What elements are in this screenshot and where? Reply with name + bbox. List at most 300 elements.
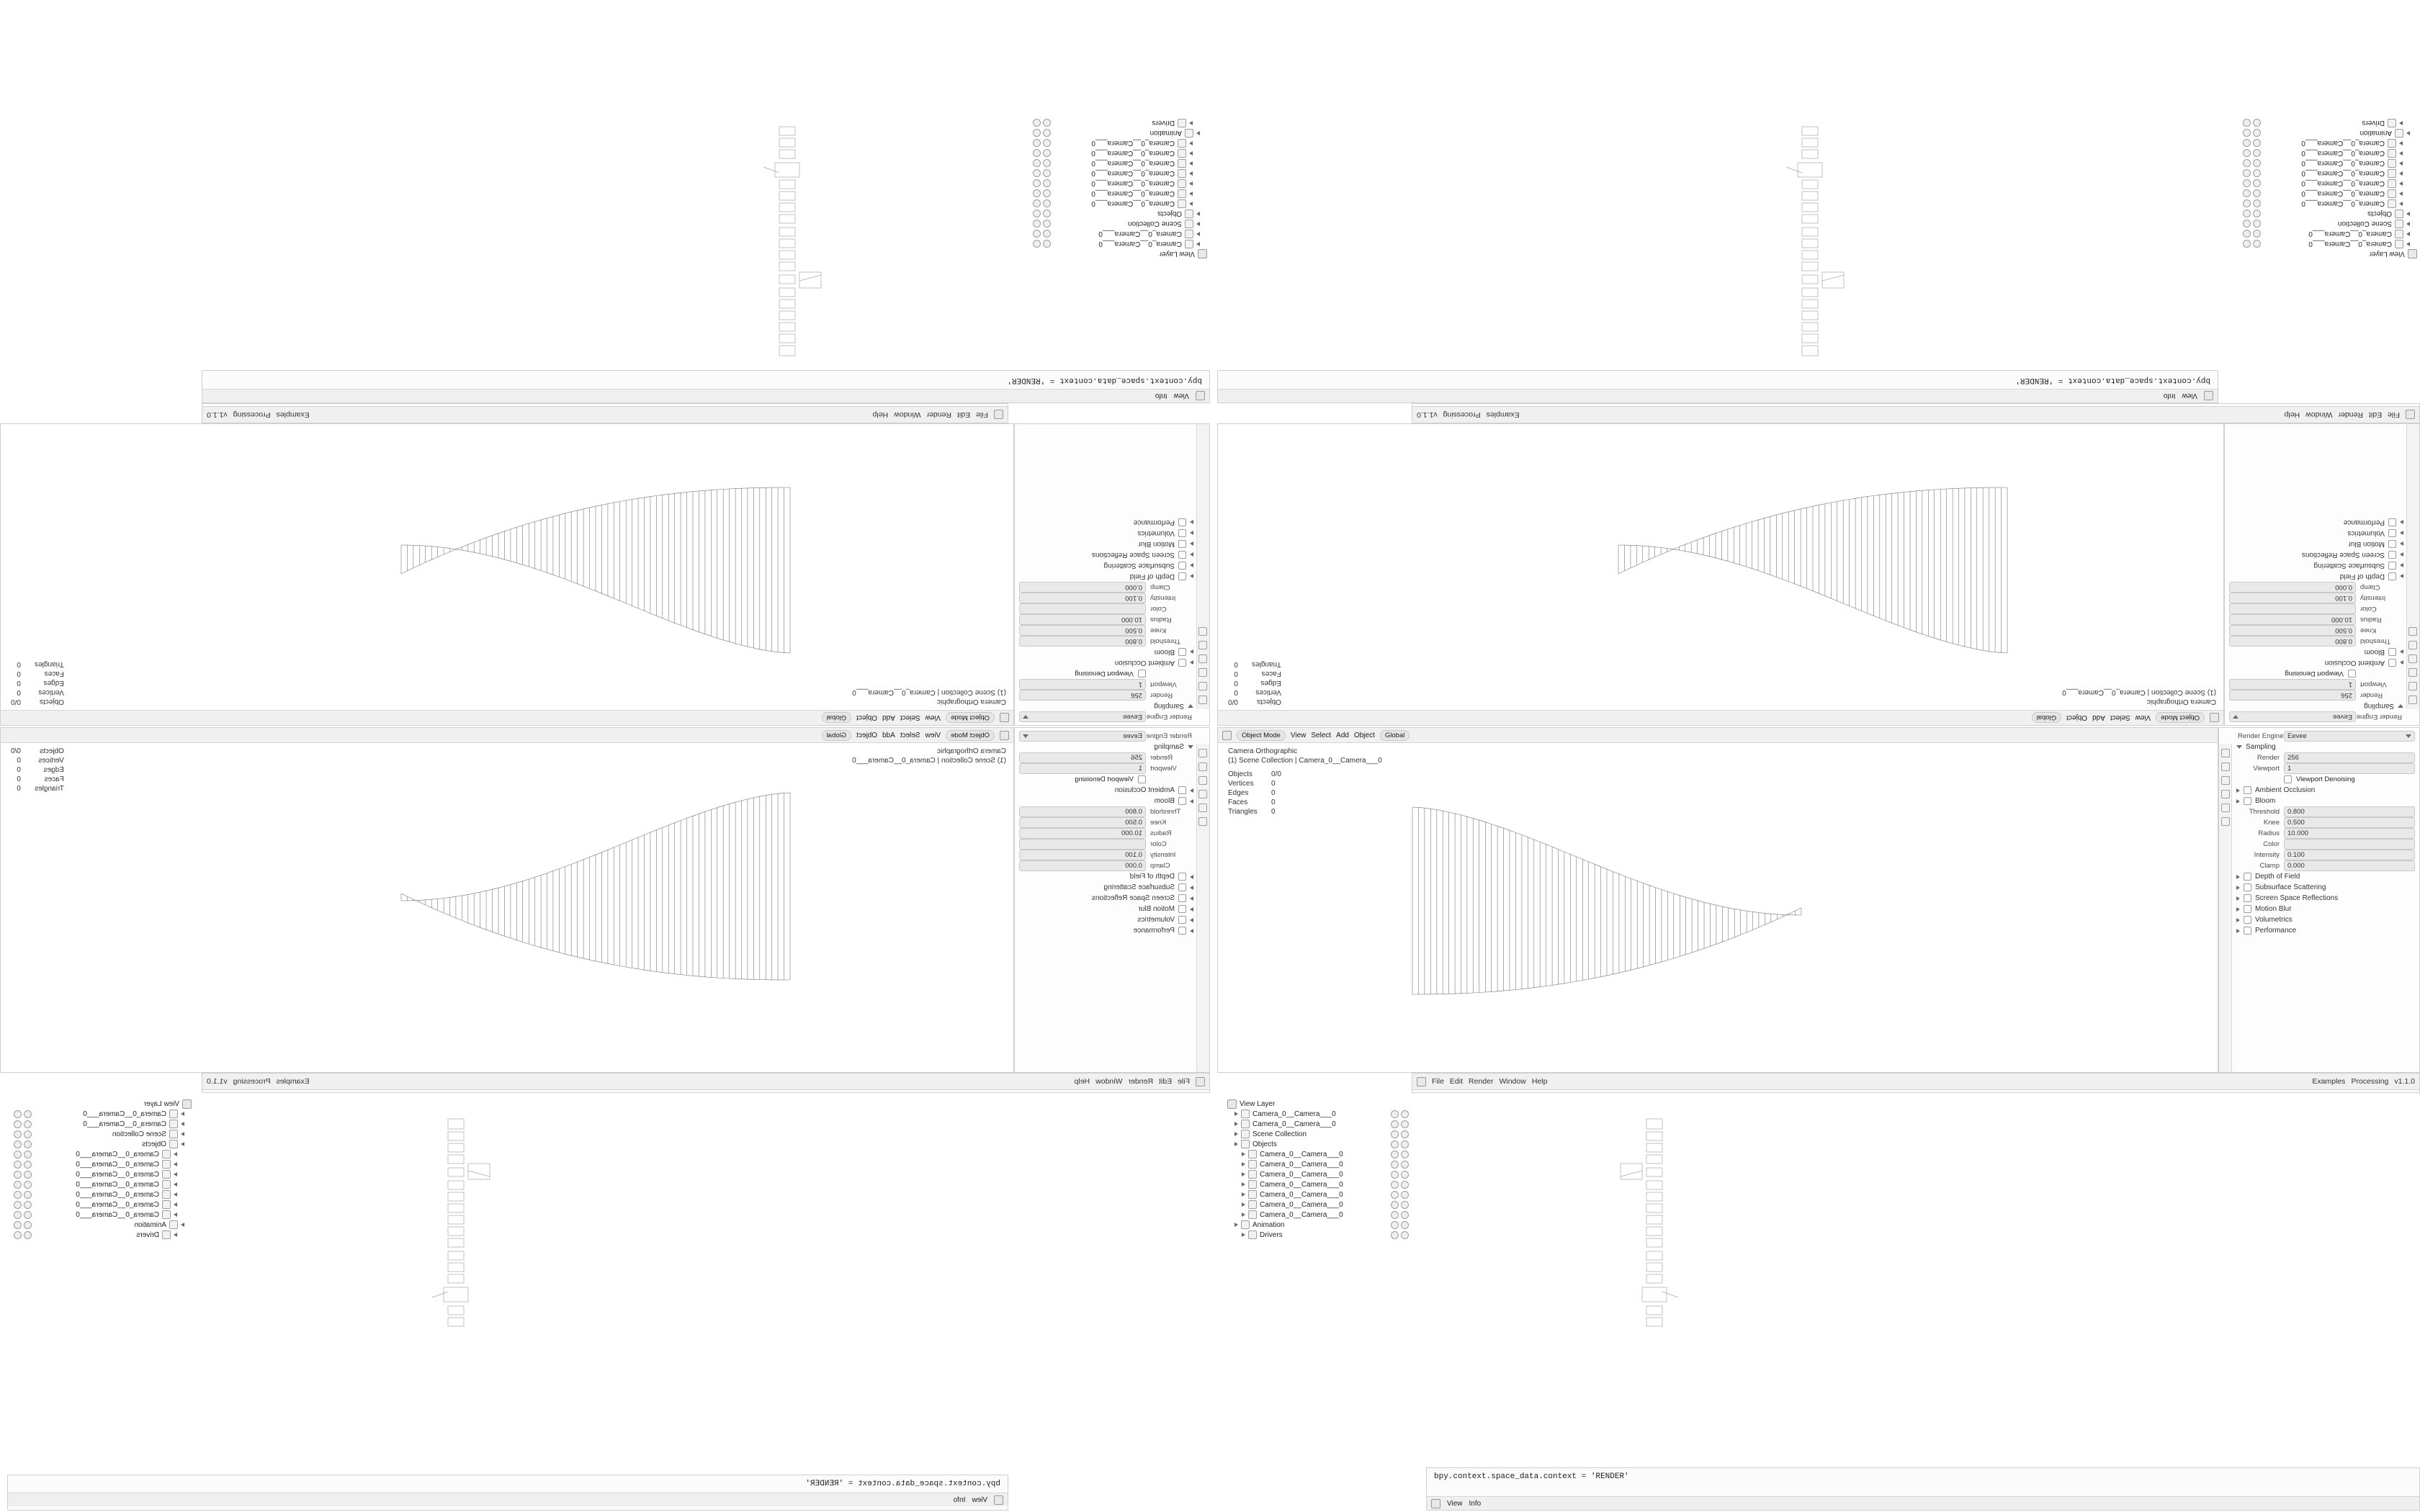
viewport-tl[interactable] (0, 423, 1014, 726)
sampling-field-row[interactable] (1015, 752, 1196, 763)
chevron-down-icon[interactable] (2233, 715, 2238, 719)
chevron-right-icon[interactable] (1190, 542, 1193, 546)
disclosure-triangle-icon[interactable] (1196, 212, 1200, 216)
tab-output-icon[interactable] (1199, 762, 1208, 771)
viewport-menu-add[interactable]: Add (882, 731, 895, 739)
visibility-icon[interactable] (1043, 230, 1051, 238)
render-toggle-icon[interactable] (1401, 1191, 1409, 1199)
visibility-icon[interactable] (2253, 240, 2261, 248)
chevron-right-icon[interactable] (2400, 661, 2403, 665)
visibility-icon[interactable] (24, 1231, 32, 1239)
render-toggle-icon[interactable] (1033, 210, 1041, 218)
section-bloom[interactable]: Bloom (1015, 647, 1196, 657)
disclosure-triangle-icon[interactable] (1242, 1233, 1245, 1237)
disclosure-triangle-icon[interactable] (1234, 1132, 1238, 1136)
checkbox[interactable] (2244, 894, 2251, 902)
visibility-icon[interactable] (2253, 130, 2261, 138)
outliner-row[interactable] (1224, 1230, 1412, 1240)
chevron-right-icon[interactable] (2236, 875, 2240, 879)
outliner-row[interactable] (11, 1159, 194, 1169)
render-toggle-icon[interactable] (14, 1151, 22, 1158)
chevron-down-icon[interactable] (2236, 745, 2242, 749)
section-performance[interactable]: Performance (2225, 517, 2406, 528)
chevron-right-icon[interactable] (2400, 531, 2403, 536)
tab-scene-icon[interactable] (2221, 790, 2230, 798)
viewport-bl[interactable] (0, 727, 1014, 1073)
checkbox[interactable] (2284, 775, 2292, 783)
chevron-right-icon[interactable] (1190, 929, 1193, 933)
viewport-denoising-row[interactable] (1015, 774, 1196, 785)
visibility-icon[interactable] (2253, 220, 2261, 228)
console-menu-view[interactable]: View (1447, 1499, 1463, 1508)
render-toggle-icon[interactable] (2243, 140, 2251, 148)
visibility-icon[interactable] (2253, 160, 2261, 168)
outliner-row[interactable] (1224, 1139, 1412, 1149)
chevron-right-icon[interactable] (1190, 650, 1193, 654)
checkbox[interactable] (1178, 572, 1186, 580)
disclosure-triangle-icon[interactable] (1189, 171, 1193, 176)
chevron-right-icon[interactable] (2236, 788, 2240, 793)
outliner-row[interactable] (2240, 179, 2420, 189)
blender-icon[interactable] (994, 410, 1003, 420)
render-toggle-icon[interactable] (2243, 150, 2251, 158)
section-performance[interactable]: Performance (2233, 925, 2419, 936)
menu-window[interactable]: Window (1095, 1077, 1123, 1086)
transform-orientation-tr[interactable]: Global (2032, 713, 2061, 724)
viewport-menu-object[interactable]: Object (856, 731, 878, 739)
console-menu-view[interactable]: View (972, 1495, 987, 1504)
disclosure-triangle-icon[interactable] (1189, 121, 1193, 125)
visibility-icon[interactable] (2253, 120, 2261, 127)
section-performance[interactable]: Performance (1015, 925, 1196, 936)
outliner-row[interactable] (11, 1200, 194, 1210)
render-toggle-icon[interactable] (14, 1171, 22, 1179)
outliner-row[interactable] (2240, 219, 2420, 229)
outliner-row[interactable] (2240, 199, 2420, 209)
section-screen-space-reflections[interactable]: Screen Space Reflections (2233, 893, 2419, 904)
section-motion-blur[interactable]: Motion Blur (2233, 904, 2419, 914)
viewport-menu-view[interactable]: View (925, 714, 941, 722)
chevron-right-icon[interactable] (1190, 886, 1193, 890)
outliner-row[interactable] (11, 1230, 194, 1240)
section-depth-of-field[interactable]: Depth of Field (2233, 871, 2419, 882)
render-toggle-icon[interactable] (2243, 190, 2251, 198)
editor-type-icon[interactable] (2210, 714, 2219, 723)
outliner-row[interactable] (2240, 189, 2420, 199)
viewport-menu-select[interactable]: Select (900, 731, 920, 739)
disclosure-triangle-icon[interactable] (181, 1112, 184, 1116)
section-motion-blur[interactable]: Motion Blur (2225, 539, 2406, 549)
visibility-icon[interactable] (24, 1110, 32, 1118)
outliner-row[interactable] (1030, 118, 1210, 128)
disclosure-triangle-icon[interactable] (1189, 161, 1193, 166)
visibility-icon[interactable] (24, 1191, 32, 1199)
chevron-right-icon[interactable] (2236, 918, 2240, 922)
visibility-icon[interactable] (24, 1130, 32, 1138)
workspace-processing[interactable]: Processing (1443, 410, 1481, 419)
section-ambient-occlusion[interactable]: Ambient Occlusion (1015, 785, 1196, 796)
visibility-icon[interactable] (1043, 190, 1051, 198)
render-toggle-icon[interactable] (1033, 160, 1041, 168)
checkbox[interactable] (1178, 540, 1186, 548)
sampling-field-row[interactable] (2225, 679, 2406, 690)
chevron-down-icon[interactable] (1023, 715, 1028, 719)
section-depth-of-field[interactable]: Depth of Field (1015, 571, 1196, 582)
visibility-icon[interactable] (24, 1181, 32, 1189)
checkbox[interactable] (1178, 883, 1186, 891)
outliner-row[interactable] (1224, 1119, 1412, 1129)
render-toggle-icon[interactable] (1033, 140, 1041, 148)
disclosure-triangle-icon[interactable] (1234, 1142, 1238, 1146)
console-menu-info[interactable]: Info (1469, 1499, 1482, 1508)
render-toggle-icon[interactable] (1401, 1110, 1409, 1118)
checkbox[interactable] (2388, 540, 2396, 548)
tab-scene-icon[interactable] (2409, 654, 2418, 663)
disclosure-triangle-icon[interactable] (1234, 1122, 1238, 1126)
tab-viewlayer-icon[interactable] (2221, 776, 2230, 785)
menu-render[interactable]: Render (926, 410, 951, 419)
tab-object-icon[interactable] (2221, 817, 2230, 826)
chevron-right-icon[interactable] (1190, 907, 1193, 912)
viewport-menu-view[interactable]: View (2135, 714, 2151, 722)
disclosure-triangle-icon[interactable] (1189, 151, 1193, 156)
properties-tab-rail-tr[interactable] (2406, 424, 2419, 709)
chevron-right-icon[interactable] (2236, 896, 2240, 901)
outliner-row[interactable] (1030, 168, 1210, 179)
outliner-row[interactable] (2240, 239, 2420, 249)
outliner-row[interactable] (11, 1109, 194, 1119)
outliner-row[interactable] (1030, 189, 1210, 199)
outliner-row[interactable] (2240, 118, 2420, 128)
section-subsurface-scattering[interactable]: Subsurface Scattering (1015, 882, 1196, 893)
render-toggle-icon[interactable] (2243, 210, 2251, 218)
bloom-field-row[interactable] (1015, 839, 1196, 850)
bloom-field-row[interactable] (2233, 817, 2419, 828)
editor-type-icon[interactable] (1222, 731, 1232, 740)
bloom-field-row[interactable] (2233, 860, 2419, 871)
render-toggle-icon[interactable] (14, 1140, 22, 1148)
bloom-field-row[interactable] (1015, 806, 1196, 817)
visibility-icon[interactable] (2253, 180, 2261, 188)
visibility-icon[interactable] (24, 1201, 32, 1209)
transform-orientation-br[interactable]: Global (1380, 730, 1410, 741)
disclosure-triangle-icon[interactable] (1234, 1223, 1238, 1227)
editor-type-icon[interactable] (1196, 392, 1205, 401)
visibility-icon[interactable] (1043, 160, 1051, 168)
menu-edit[interactable]: Edit (1449, 1077, 1464, 1086)
disclosure-triangle-icon[interactable] (174, 1192, 177, 1197)
disclosure-triangle-icon[interactable] (174, 1233, 177, 1237)
section-volumetrics[interactable]: Volumetrics (1015, 528, 1196, 539)
chevron-right-icon[interactable] (1190, 875, 1193, 879)
section-sampling[interactable]: Sampling (1015, 742, 1196, 752)
visibility-icon[interactable] (1043, 220, 1051, 228)
bloom-field-row[interactable] (1015, 582, 1196, 593)
section-depth-of-field[interactable]: Depth of Field (2225, 571, 2406, 582)
chevron-right-icon[interactable] (2236, 907, 2240, 912)
render-toggle-icon[interactable] (1401, 1140, 1409, 1148)
outliner-row[interactable] (1030, 138, 1210, 148)
editor-type-icon[interactable] (1000, 714, 1009, 723)
visibility-icon[interactable] (2253, 170, 2261, 178)
viewport-menu-select[interactable]: Select (900, 714, 920, 722)
sampling-field-row[interactable] (1015, 763, 1196, 774)
editor-type-icon[interactable] (1227, 1099, 1237, 1109)
visibility-icon[interactable] (1391, 1140, 1399, 1148)
checkbox[interactable] (1178, 518, 1186, 526)
disclosure-triangle-icon[interactable] (2399, 171, 2403, 176)
tab-render-icon[interactable] (1199, 696, 1208, 704)
chevron-right-icon[interactable] (1190, 531, 1193, 536)
render-engine-row[interactable] (2233, 731, 2419, 742)
outliner-row[interactable] (1030, 199, 1210, 209)
visibility-icon[interactable] (1391, 1171, 1399, 1179)
visibility-icon[interactable] (1043, 170, 1051, 178)
console-menu-info[interactable]: Info (1155, 392, 1168, 400)
disclosure-triangle-icon[interactable] (2399, 202, 2403, 206)
disclosure-triangle-icon[interactable] (174, 1172, 177, 1176)
section-ambient-occlusion[interactable]: Ambient Occlusion (2233, 785, 2419, 796)
visibility-icon[interactable] (24, 1151, 32, 1158)
checkbox[interactable] (2348, 670, 2356, 678)
viewport-menu-object[interactable]: Object (856, 714, 878, 722)
checkbox[interactable] (2244, 927, 2251, 935)
visibility-icon[interactable] (2253, 150, 2261, 158)
disclosure-triangle-icon[interactable] (2406, 212, 2410, 216)
render-toggle-icon[interactable] (1033, 220, 1041, 228)
chevron-right-icon[interactable] (2400, 542, 2403, 546)
outliner-row[interactable] (2240, 128, 2420, 138)
visibility-icon[interactable] (1043, 140, 1051, 148)
blender-icon[interactable] (2406, 410, 2415, 420)
checkbox[interactable] (2388, 648, 2396, 656)
visibility-icon[interactable] (1391, 1181, 1399, 1189)
bloom-field-row[interactable] (1015, 860, 1196, 871)
checkbox[interactable] (1138, 670, 1146, 678)
checkbox[interactable] (1178, 905, 1186, 913)
disclosure-triangle-icon[interactable] (1242, 1192, 1245, 1197)
outliner-row[interactable] (1224, 1189, 1412, 1200)
chevron-down-icon[interactable] (2398, 704, 2403, 708)
workspace-examples[interactable]: Examples (1486, 410, 1520, 419)
menu-render[interactable]: Render (2338, 410, 2363, 419)
menu-edit[interactable]: Edit (956, 410, 971, 419)
checkbox[interactable] (1178, 916, 1186, 924)
disclosure-triangle-icon[interactable] (2406, 222, 2410, 226)
tab-scene-icon[interactable] (1199, 790, 1208, 798)
menu-render[interactable]: Render (1128, 1077, 1153, 1086)
chevron-right-icon[interactable] (2400, 564, 2403, 568)
section-screen-space-reflections[interactable]: Screen Space Reflections (2225, 549, 2406, 560)
menu-edit[interactable]: Edit (2368, 410, 2383, 419)
visibility-icon[interactable] (1391, 1110, 1399, 1118)
outliner-row[interactable] (11, 1179, 194, 1189)
render-toggle-icon[interactable] (14, 1130, 22, 1138)
disclosure-triangle-icon[interactable] (1242, 1152, 1245, 1156)
chevron-right-icon[interactable] (2400, 575, 2403, 579)
disclosure-triangle-icon[interactable] (1196, 222, 1200, 226)
outliner-row[interactable] (1030, 229, 1210, 239)
tab-world-icon[interactable] (2409, 641, 2418, 649)
tab-world-icon[interactable] (2221, 804, 2230, 812)
mode-selector-tr[interactable]: Object Mode (2156, 713, 2205, 724)
disclosure-triangle-icon[interactable] (1242, 1182, 1245, 1187)
checkbox[interactable] (2244, 905, 2251, 913)
visibility-icon[interactable] (24, 1140, 32, 1148)
chevron-right-icon[interactable] (2236, 799, 2240, 804)
outliner-row[interactable] (1224, 1220, 1412, 1230)
outliner-row[interactable] (11, 1129, 194, 1139)
visibility-icon[interactable] (24, 1221, 32, 1229)
visibility-icon[interactable] (2253, 200, 2261, 208)
chevron-right-icon[interactable] (1190, 918, 1193, 922)
chevron-right-icon[interactable] (1190, 575, 1193, 579)
tab-object-icon[interactable] (2409, 627, 2418, 636)
disclosure-triangle-icon[interactable] (2406, 131, 2410, 135)
menu-window[interactable]: Window (1499, 1077, 1526, 1086)
render-toggle-icon[interactable] (2243, 200, 2251, 208)
disclosure-triangle-icon[interactable] (2399, 181, 2403, 186)
menu-help[interactable]: Help (872, 410, 889, 419)
section-volumetrics[interactable]: Volumetrics (1015, 914, 1196, 925)
render-toggle-icon[interactable] (1033, 120, 1041, 127)
disclosure-triangle-icon[interactable] (1196, 242, 1200, 246)
outliner-row[interactable] (1224, 1200, 1412, 1210)
section-bloom[interactable]: Bloom (2225, 647, 2406, 657)
outliner-row[interactable] (11, 1210, 194, 1220)
checkbox[interactable] (1138, 775, 1146, 783)
checkbox[interactable] (2388, 518, 2396, 526)
outliner-row[interactable] (11, 1169, 194, 1179)
viewport-menu-add[interactable]: Add (2092, 714, 2105, 722)
chevron-down-icon[interactable] (2406, 734, 2411, 738)
chevron-down-icon[interactable] (1188, 745, 1193, 749)
disclosure-triangle-icon[interactable] (1234, 1112, 1238, 1116)
outliner-row[interactable] (1030, 239, 1210, 249)
mode-selector-bl[interactable]: Object Mode (946, 730, 995, 741)
render-toggle-icon[interactable] (2243, 120, 2251, 127)
tab-viewlayer-icon[interactable] (1199, 776, 1208, 785)
render-toggle-icon[interactable] (14, 1231, 22, 1239)
tab-viewlayer-icon[interactable] (2409, 668, 2418, 677)
disclosure-triangle-icon[interactable] (2399, 121, 2403, 125)
outliner-row[interactable] (2240, 138, 2420, 148)
console-menu-view[interactable]: View (2182, 392, 2197, 400)
menu-help[interactable]: Help (1074, 1077, 1090, 1086)
viewport-menu-select[interactable]: Select (1311, 731, 1332, 739)
bloom-field-row[interactable] (2225, 603, 2406, 614)
render-toggle-icon[interactable] (2243, 170, 2251, 178)
outliner-row[interactable] (2240, 158, 2420, 168)
tab-viewlayer-icon[interactable] (1199, 668, 1208, 677)
tab-object-icon[interactable] (1199, 817, 1208, 826)
render-toggle-icon[interactable] (2243, 240, 2251, 248)
checkbox[interactable] (1178, 797, 1186, 805)
disclosure-triangle-icon[interactable] (1189, 181, 1193, 186)
outliner-row[interactable] (2240, 229, 2420, 239)
viewport-denoising-row[interactable] (1015, 668, 1196, 679)
outliner-row[interactable] (1224, 1169, 1412, 1179)
bloom-field-row[interactable] (2233, 850, 2419, 860)
chevron-right-icon[interactable] (2400, 553, 2403, 557)
checkbox[interactable] (1178, 529, 1186, 537)
disclosure-triangle-icon[interactable] (174, 1212, 177, 1217)
viewport-menu-view[interactable]: View (1290, 731, 1307, 739)
render-toggle-icon[interactable] (14, 1211, 22, 1219)
bloom-field-row[interactable] (1015, 593, 1196, 603)
section-ambient-occlusion[interactable]: Ambient Occlusion (1015, 657, 1196, 668)
visibility-icon[interactable] (1043, 240, 1051, 248)
visibility-icon[interactable] (1043, 180, 1051, 188)
render-toggle-icon[interactable] (1033, 240, 1041, 248)
bloom-field-row[interactable] (1015, 603, 1196, 614)
outliner-row[interactable] (11, 1119, 194, 1129)
disclosure-triangle-icon[interactable] (1242, 1212, 1245, 1217)
disclosure-triangle-icon[interactable] (1242, 1162, 1245, 1166)
tab-render-icon[interactable] (2221, 749, 2230, 757)
checkbox[interactable] (1178, 659, 1186, 667)
render-toggle-icon[interactable] (14, 1191, 22, 1199)
visibility-icon[interactable] (24, 1211, 32, 1219)
outliner-row[interactable] (1030, 158, 1210, 168)
chevron-right-icon[interactable] (2236, 886, 2240, 890)
workspace-processing[interactable]: Processing (2351, 1077, 2389, 1086)
outliner-row[interactable] (1030, 128, 1210, 138)
viewport-menu-object[interactable]: Object (1353, 731, 1375, 739)
render-toggle-icon[interactable] (1033, 130, 1041, 138)
editor-type-icon[interactable] (2408, 250, 2417, 259)
transform-orientation-bl[interactable]: Global (822, 730, 851, 741)
disclosure-triangle-icon[interactable] (174, 1162, 177, 1166)
checkbox[interactable] (2244, 883, 2251, 891)
sampling-field-row[interactable] (2233, 763, 2419, 774)
visibility-icon[interactable] (2253, 230, 2261, 238)
bloom-field-row[interactable] (2225, 636, 2406, 647)
visibility-icon[interactable] (1391, 1211, 1399, 1219)
render-toggle-icon[interactable] (1401, 1161, 1409, 1169)
render-toggle-icon[interactable] (14, 1120, 22, 1128)
visibility-icon[interactable] (1391, 1231, 1399, 1239)
checkbox[interactable] (2388, 551, 2396, 559)
bloom-field-row[interactable] (1015, 614, 1196, 625)
editor-type-icon[interactable] (994, 1495, 1003, 1505)
disclosure-triangle-icon[interactable] (181, 1122, 184, 1126)
outliner-row[interactable] (1030, 219, 1210, 229)
chevron-down-icon[interactable] (1023, 734, 1028, 738)
tab-output-icon[interactable] (1199, 682, 1208, 690)
menu-file[interactable]: File (976, 410, 988, 419)
workspace-processing[interactable]: Processing (233, 1077, 271, 1086)
visibility-icon[interactable] (1391, 1151, 1399, 1158)
console-menu-info[interactable]: Info (2163, 392, 2176, 400)
render-toggle-icon[interactable] (14, 1110, 22, 1118)
bloom-field-row[interactable] (2225, 625, 2406, 636)
disclosure-triangle-icon[interactable] (2399, 192, 2403, 196)
menu-window[interactable]: Window (2305, 410, 2333, 419)
bloom-field-row[interactable] (2233, 806, 2419, 817)
render-toggle-icon[interactable] (1033, 190, 1041, 198)
section-sampling[interactable]: Sampling (2225, 701, 2406, 711)
disclosure-triangle-icon[interactable] (1242, 1202, 1245, 1207)
render-toggle-icon[interactable] (1401, 1151, 1409, 1158)
render-toggle-icon[interactable] (1401, 1201, 1409, 1209)
visibility-icon[interactable] (1043, 120, 1051, 127)
section-bloom[interactable]: Bloom (1015, 796, 1196, 806)
checkbox[interactable] (1178, 551, 1186, 559)
outliner-row[interactable] (1224, 1129, 1412, 1139)
disclosure-triangle-icon[interactable] (174, 1152, 177, 1156)
section-depth-of-field[interactable]: Depth of Field (1015, 871, 1196, 882)
